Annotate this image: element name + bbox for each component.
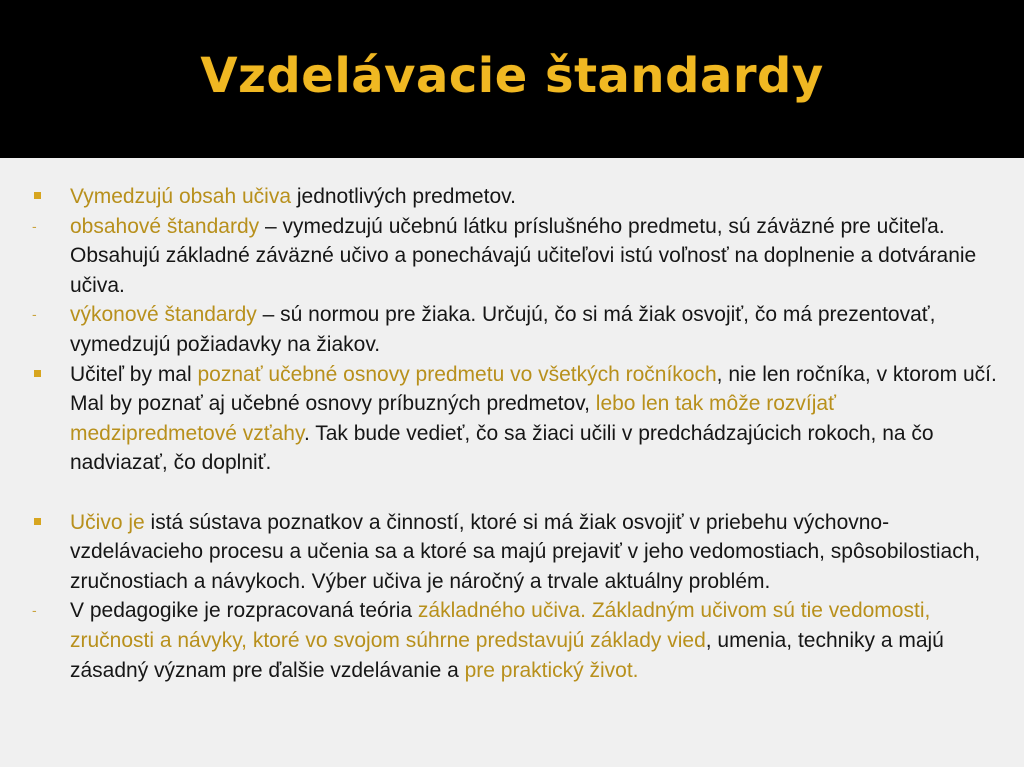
dash-bullet-icon: - <box>32 217 37 234</box>
bullet-list <box>32 182 1002 685</box>
sub-bullet-item <box>32 300 1002 359</box>
body-text: Učiteľ by mal <box>70 362 198 386</box>
highlighted-text: základného učiva. Základným učivom sú tie vedomosti, zručnosti a návyky, ktoré vo svojom súhrne predstavujú základy vied <box>70 599 931 652</box>
body-text: V pedagogike je rozpracovaná teória <box>70 599 418 623</box>
dash-bullet-icon: - <box>32 602 37 619</box>
title-bar <box>0 0 1024 158</box>
body-text: , nie len ročníka, v ktorom učí. Mal by poznať aj učebné osnovy príbuzných predmetov, <box>70 362 997 416</box>
content-area <box>0 158 1024 767</box>
square-bullet-icon <box>34 370 41 377</box>
highlighted-text: lebo len tak môže rozvíjať medzipredmetové vzťahy <box>70 392 836 445</box>
bullet-item <box>32 182 1002 212</box>
highlighted-text: poznať učebné osnovy predmetu vo všetkých ročníkoch <box>197 362 717 386</box>
slide-title: Vzdelávacie štandardy <box>200 48 824 104</box>
highlighted-text: pre praktický život. <box>464 658 639 682</box>
bullet-item <box>32 508 1002 597</box>
sub-bullet-item <box>32 212 1002 301</box>
body-text: . Tak bude vedieť, čo sa žiaci učili v predchádzajúcich rokoch, na čo nadviazať, čo doplniť. <box>70 421 934 475</box>
square-bullet-icon <box>34 192 41 199</box>
sub-bullet-item <box>32 596 1002 685</box>
highlighted-text: Učivo je <box>70 510 145 534</box>
bullet-item <box>32 360 1002 478</box>
dash-bullet-icon: - <box>32 306 37 323</box>
spacer <box>32 478 1002 508</box>
body-text: – vymedzujú učebnú látku príslušného predmetu, sú záväzné pre učiteľa. Obsahujú základné záväzné učivo a ponechávajú učiteľovi istú voľnosť na doplnenie a dotváranie učiva. <box>70 214 977 297</box>
highlighted-text: výkonové štandardy <box>70 303 257 327</box>
body-text: , umenia, techniky a majú zásadný význam pre ďalšie vzdelávanie a <box>70 628 944 682</box>
highlighted-text: Vymedzujú obsah učiva <box>70 185 292 208</box>
body-text: jednotlivých predmetov. <box>291 185 516 208</box>
square-bullet-icon <box>34 518 41 525</box>
body-text: – sú normou pre žiaka. Určujú, čo si má žiak osvojiť, čo má prezentovať, vymedzujú požiadavky na žiakov. <box>70 303 936 356</box>
highlighted-text: obsahové štandardy <box>70 214 260 238</box>
body-text: istá sústava poznatkov a činností, ktoré si má žiak osvojiť v priebehu výchovno-vzdelávacieho procesu a učenia sa a ktoré sa majú prejaviť v jeho vedomostiach, spôsobilostiach, zručnostiach a návykoch. Výber učiva je náročný a trvale aktuálny problém. <box>70 510 981 593</box>
